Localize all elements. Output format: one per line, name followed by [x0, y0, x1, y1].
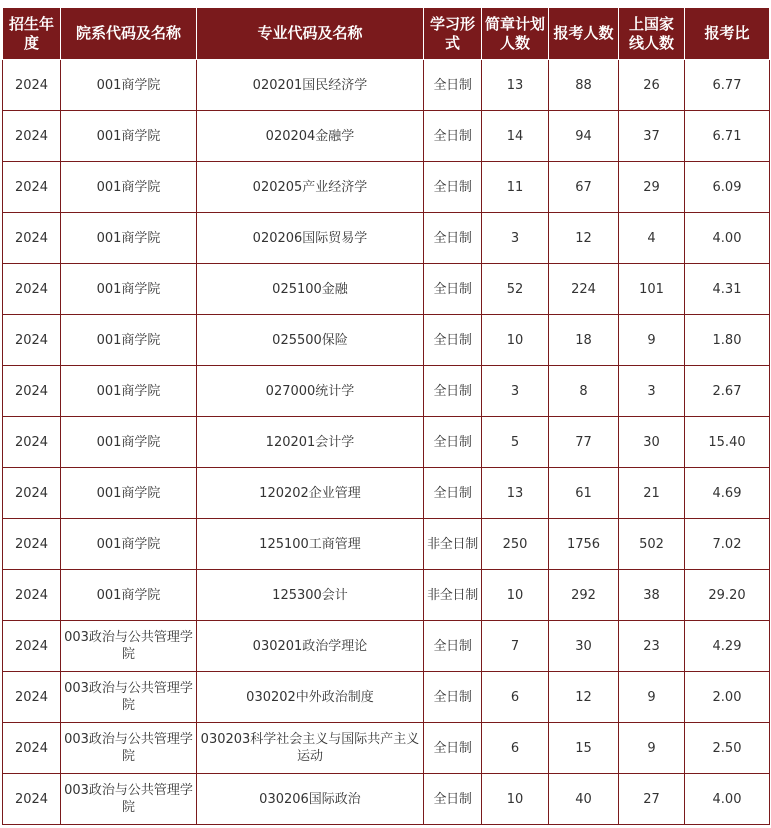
cell-major: 030206国际政治 [197, 774, 424, 825]
cell-year: 2024 [3, 60, 61, 111]
cell-planned: 13 [482, 60, 549, 111]
header-row [3, 8, 770, 60]
cell-passed: 9 [619, 672, 685, 723]
col-passed: 上国家线人数 [619, 8, 685, 60]
cell-study-mode: 全日制 [424, 162, 482, 213]
cell-year: 2024 [3, 468, 61, 519]
cell-ratio: 2.67 [685, 366, 770, 417]
cell-planned: 7 [482, 621, 549, 672]
cell-year: 2024 [3, 621, 61, 672]
cell-ratio: 4.31 [685, 264, 770, 315]
cell-planned: 10 [482, 774, 549, 825]
cell-major: 030202中外政治制度 [197, 672, 424, 723]
cell-study-mode: 全日制 [424, 723, 482, 774]
cell-ratio: 6.09 [685, 162, 770, 213]
cell-passed: 3 [619, 366, 685, 417]
table-row [3, 621, 770, 672]
col-major: 专业代码及名称 [197, 8, 424, 60]
cell-ratio: 7.02 [685, 519, 770, 570]
cell-study-mode: 全日制 [424, 468, 482, 519]
cell-planned: 6 [482, 672, 549, 723]
cell-year: 2024 [3, 366, 61, 417]
cell-study-mode: 全日制 [424, 417, 482, 468]
cell-major: 025500保险 [197, 315, 424, 366]
cell-passed: 30 [619, 417, 685, 468]
cell-planned: 5 [482, 417, 549, 468]
cell-major: 125100工商管理 [197, 519, 424, 570]
cell-year: 2024 [3, 570, 61, 621]
cell-department: 001商学院 [61, 570, 197, 621]
cell-major: 120201会计学 [197, 417, 424, 468]
col-study-mode: 学习形式 [424, 8, 482, 60]
cell-year: 2024 [3, 723, 61, 774]
cell-major: 027000统计学 [197, 366, 424, 417]
cell-major: 125300会计 [197, 570, 424, 621]
cell-department: 003政治与公共管理学院 [61, 672, 197, 723]
table-row [3, 60, 770, 111]
cell-passed: 38 [619, 570, 685, 621]
cell-planned: 6 [482, 723, 549, 774]
cell-applicants: 30 [549, 621, 619, 672]
table-body [3, 60, 770, 825]
cell-planned: 250 [482, 519, 549, 570]
cell-ratio: 6.71 [685, 111, 770, 162]
cell-study-mode: 全日制 [424, 774, 482, 825]
table-row [3, 315, 770, 366]
cell-department: 001商学院 [61, 417, 197, 468]
cell-passed: 27 [619, 774, 685, 825]
table-row [3, 213, 770, 264]
cell-year: 2024 [3, 315, 61, 366]
table-row [3, 519, 770, 570]
cell-major: 020204金融学 [197, 111, 424, 162]
cell-ratio: 4.00 [685, 213, 770, 264]
cell-major: 120202企业管理 [197, 468, 424, 519]
cell-planned: 10 [482, 570, 549, 621]
cell-department: 003政治与公共管理学院 [61, 774, 197, 825]
cell-applicants: 15 [549, 723, 619, 774]
cell-ratio: 4.69 [685, 468, 770, 519]
cell-planned: 3 [482, 366, 549, 417]
cell-department: 001商学院 [61, 366, 197, 417]
cell-passed: 9 [619, 723, 685, 774]
cell-passed: 4 [619, 213, 685, 264]
cell-applicants: 94 [549, 111, 619, 162]
cell-study-mode: 非全日制 [424, 570, 482, 621]
table-row [3, 111, 770, 162]
cell-applicants: 18 [549, 315, 619, 366]
cell-applicants: 67 [549, 162, 619, 213]
cell-applicants: 88 [549, 60, 619, 111]
cell-year: 2024 [3, 519, 61, 570]
cell-department: 001商学院 [61, 519, 197, 570]
cell-study-mode: 全日制 [424, 621, 482, 672]
cell-year: 2024 [3, 162, 61, 213]
cell-planned: 11 [482, 162, 549, 213]
cell-passed: 502 [619, 519, 685, 570]
cell-ratio: 15.40 [685, 417, 770, 468]
cell-study-mode: 全日制 [424, 672, 482, 723]
cell-year: 2024 [3, 213, 61, 264]
table-row [3, 366, 770, 417]
cell-department: 001商学院 [61, 60, 197, 111]
cell-study-mode: 全日制 [424, 366, 482, 417]
cell-passed: 29 [619, 162, 685, 213]
col-department: 院系代码及名称 [61, 8, 197, 60]
cell-department: 003政治与公共管理学院 [61, 723, 197, 774]
cell-applicants: 61 [549, 468, 619, 519]
cell-study-mode: 全日制 [424, 213, 482, 264]
cell-study-mode: 非全日制 [424, 519, 482, 570]
cell-department: 001商学院 [61, 213, 197, 264]
cell-ratio: 2.50 [685, 723, 770, 774]
table-row [3, 468, 770, 519]
cell-major: 020201国民经济学 [197, 60, 424, 111]
cell-ratio: 2.00 [685, 672, 770, 723]
cell-passed: 26 [619, 60, 685, 111]
cell-department: 001商学院 [61, 264, 197, 315]
cell-applicants: 12 [549, 672, 619, 723]
cell-study-mode: 全日制 [424, 111, 482, 162]
cell-major: 025100金融 [197, 264, 424, 315]
cell-passed: 101 [619, 264, 685, 315]
cell-major: 020205产业经济学 [197, 162, 424, 213]
cell-planned: 10 [482, 315, 549, 366]
admissions-table [2, 7, 770, 825]
cell-passed: 37 [619, 111, 685, 162]
col-ratio: 报考比 [685, 8, 770, 60]
table-row [3, 417, 770, 468]
cell-planned: 3 [482, 213, 549, 264]
col-planned: 简章计划人数 [482, 8, 549, 60]
cell-applicants: 12 [549, 213, 619, 264]
cell-year: 2024 [3, 111, 61, 162]
table-row [3, 162, 770, 213]
cell-department: 001商学院 [61, 162, 197, 213]
cell-major: 030203科学社会主义与国际共产主义运动 [197, 723, 424, 774]
cell-ratio: 6.77 [685, 60, 770, 111]
cell-study-mode: 全日制 [424, 264, 482, 315]
cell-ratio: 4.29 [685, 621, 770, 672]
cell-year: 2024 [3, 672, 61, 723]
cell-passed: 23 [619, 621, 685, 672]
cell-year: 2024 [3, 264, 61, 315]
cell-major: 020206国际贸易学 [197, 213, 424, 264]
cell-department: 001商学院 [61, 111, 197, 162]
cell-applicants: 77 [549, 417, 619, 468]
cell-planned: 13 [482, 468, 549, 519]
cell-ratio: 4.00 [685, 774, 770, 825]
col-applicants: 报考人数 [549, 8, 619, 60]
cell-year: 2024 [3, 774, 61, 825]
table-row [3, 723, 770, 774]
cell-applicants: 292 [549, 570, 619, 621]
col-year: 招生年度 [3, 8, 61, 60]
cell-study-mode: 全日制 [424, 60, 482, 111]
cell-applicants: 224 [549, 264, 619, 315]
cell-ratio: 1.80 [685, 315, 770, 366]
cell-study-mode: 全日制 [424, 315, 482, 366]
cell-applicants: 40 [549, 774, 619, 825]
table-row [3, 570, 770, 621]
cell-ratio: 29.20 [685, 570, 770, 621]
cell-department: 003政治与公共管理学院 [61, 621, 197, 672]
table-row [3, 672, 770, 723]
table-row [3, 774, 770, 825]
cell-applicants: 8 [549, 366, 619, 417]
cell-department: 001商学院 [61, 315, 197, 366]
cell-applicants: 1756 [549, 519, 619, 570]
cell-passed: 9 [619, 315, 685, 366]
cell-year: 2024 [3, 417, 61, 468]
cell-planned: 14 [482, 111, 549, 162]
table-row [3, 264, 770, 315]
cell-passed: 21 [619, 468, 685, 519]
cell-major: 030201政治学理论 [197, 621, 424, 672]
cell-department: 001商学院 [61, 468, 197, 519]
cell-planned: 52 [482, 264, 549, 315]
